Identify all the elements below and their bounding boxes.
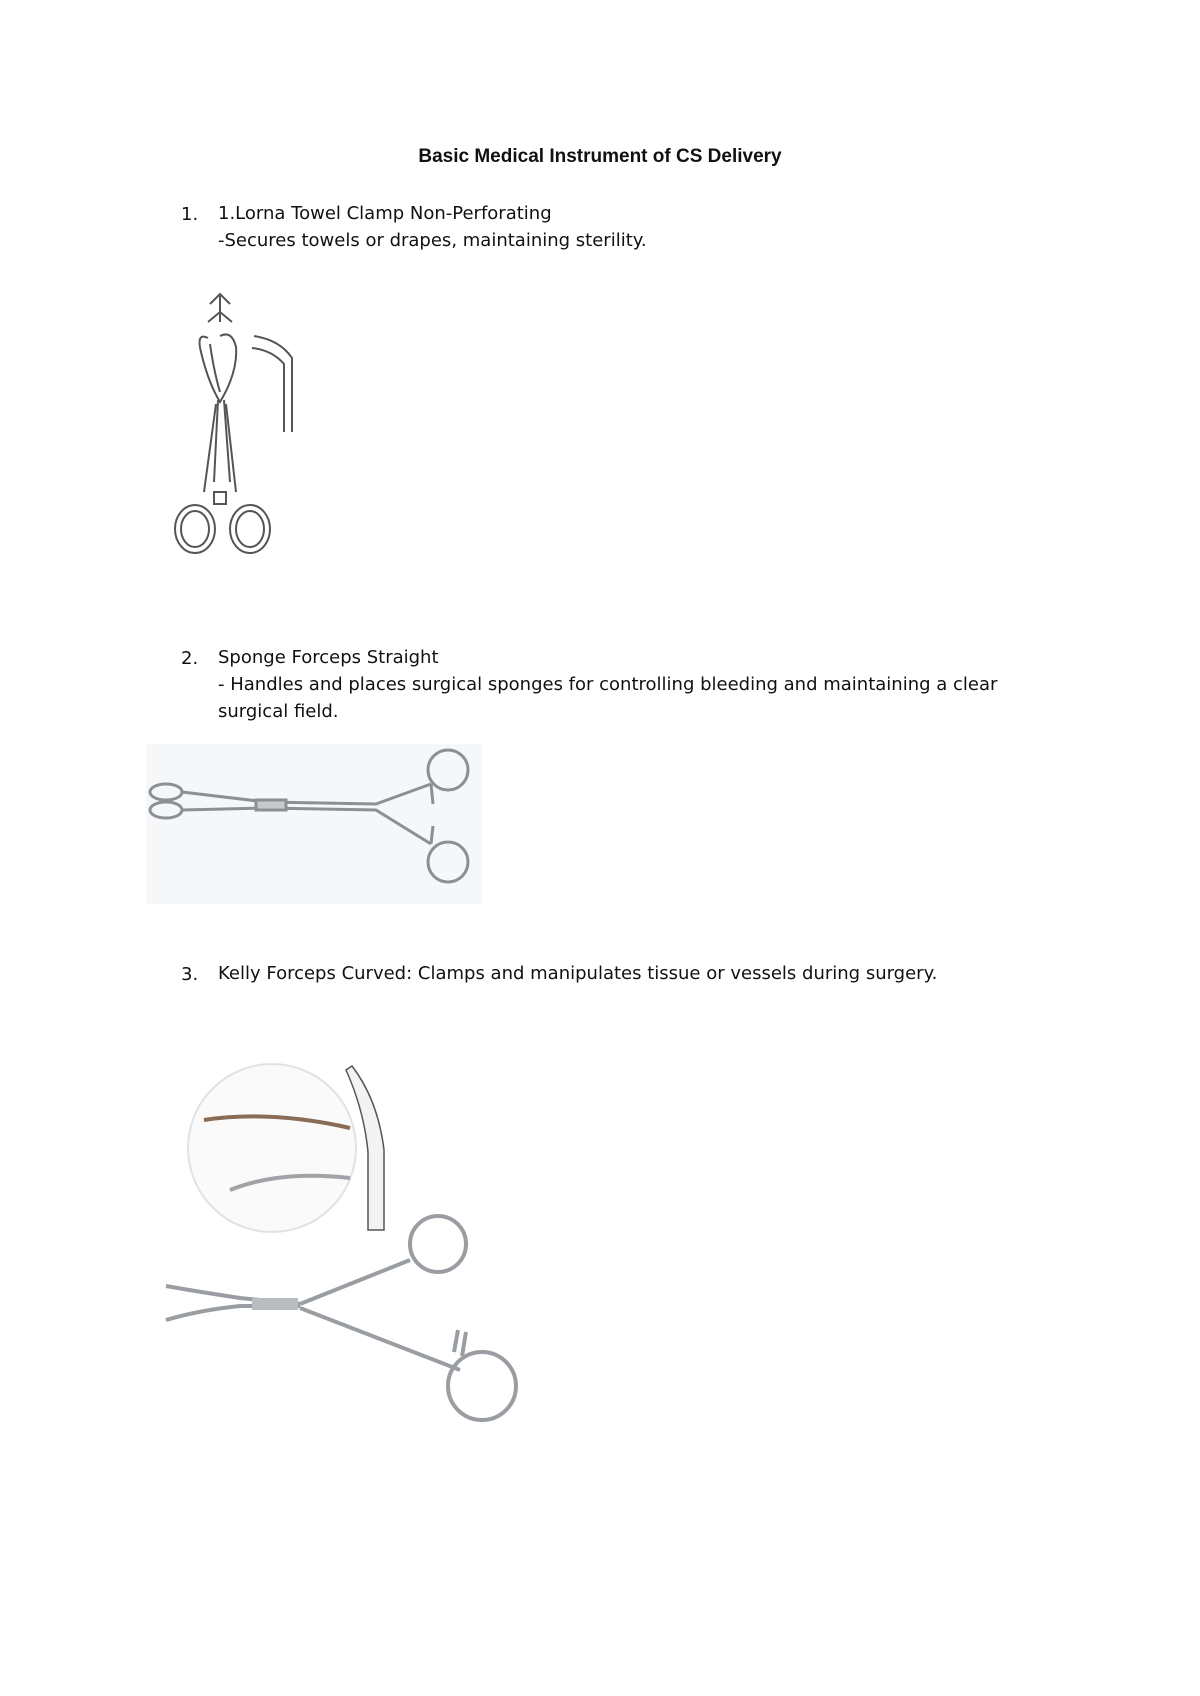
list-number: 1. — [181, 204, 199, 225]
list-number: 2. — [181, 648, 199, 669]
list-item-description: - Handles and places surgical sponges for controlling bleeding and maintaining a clear — [218, 674, 998, 695]
list-item-heading: 1.Lorna Towel Clamp Non-Perforating — [218, 203, 552, 224]
sponge-forceps-photo-icon — [146, 744, 482, 904]
sponge-forceps-figure — [146, 744, 482, 904]
towel-clamp-figure — [168, 292, 318, 562]
list-number: 3. — [181, 964, 199, 985]
list-item-description: -Secures towels or drapes, maintaining sterility. — [218, 230, 647, 251]
list-item-heading: Sponge Forceps Straight — [218, 647, 439, 668]
list-item-heading: Kelly Forceps Curved: Clamps and manipulates tissue or vessels during surgery. — [218, 963, 938, 984]
kelly-forceps-photo-icon — [160, 1060, 540, 1430]
kelly-forceps-figure — [160, 1060, 540, 1430]
list-item-description-continued: surgical field. — [218, 701, 339, 722]
page-title: Basic Medical Instrument of CS Delivery — [418, 146, 782, 167]
towel-clamp-illustration-icon — [168, 292, 318, 562]
